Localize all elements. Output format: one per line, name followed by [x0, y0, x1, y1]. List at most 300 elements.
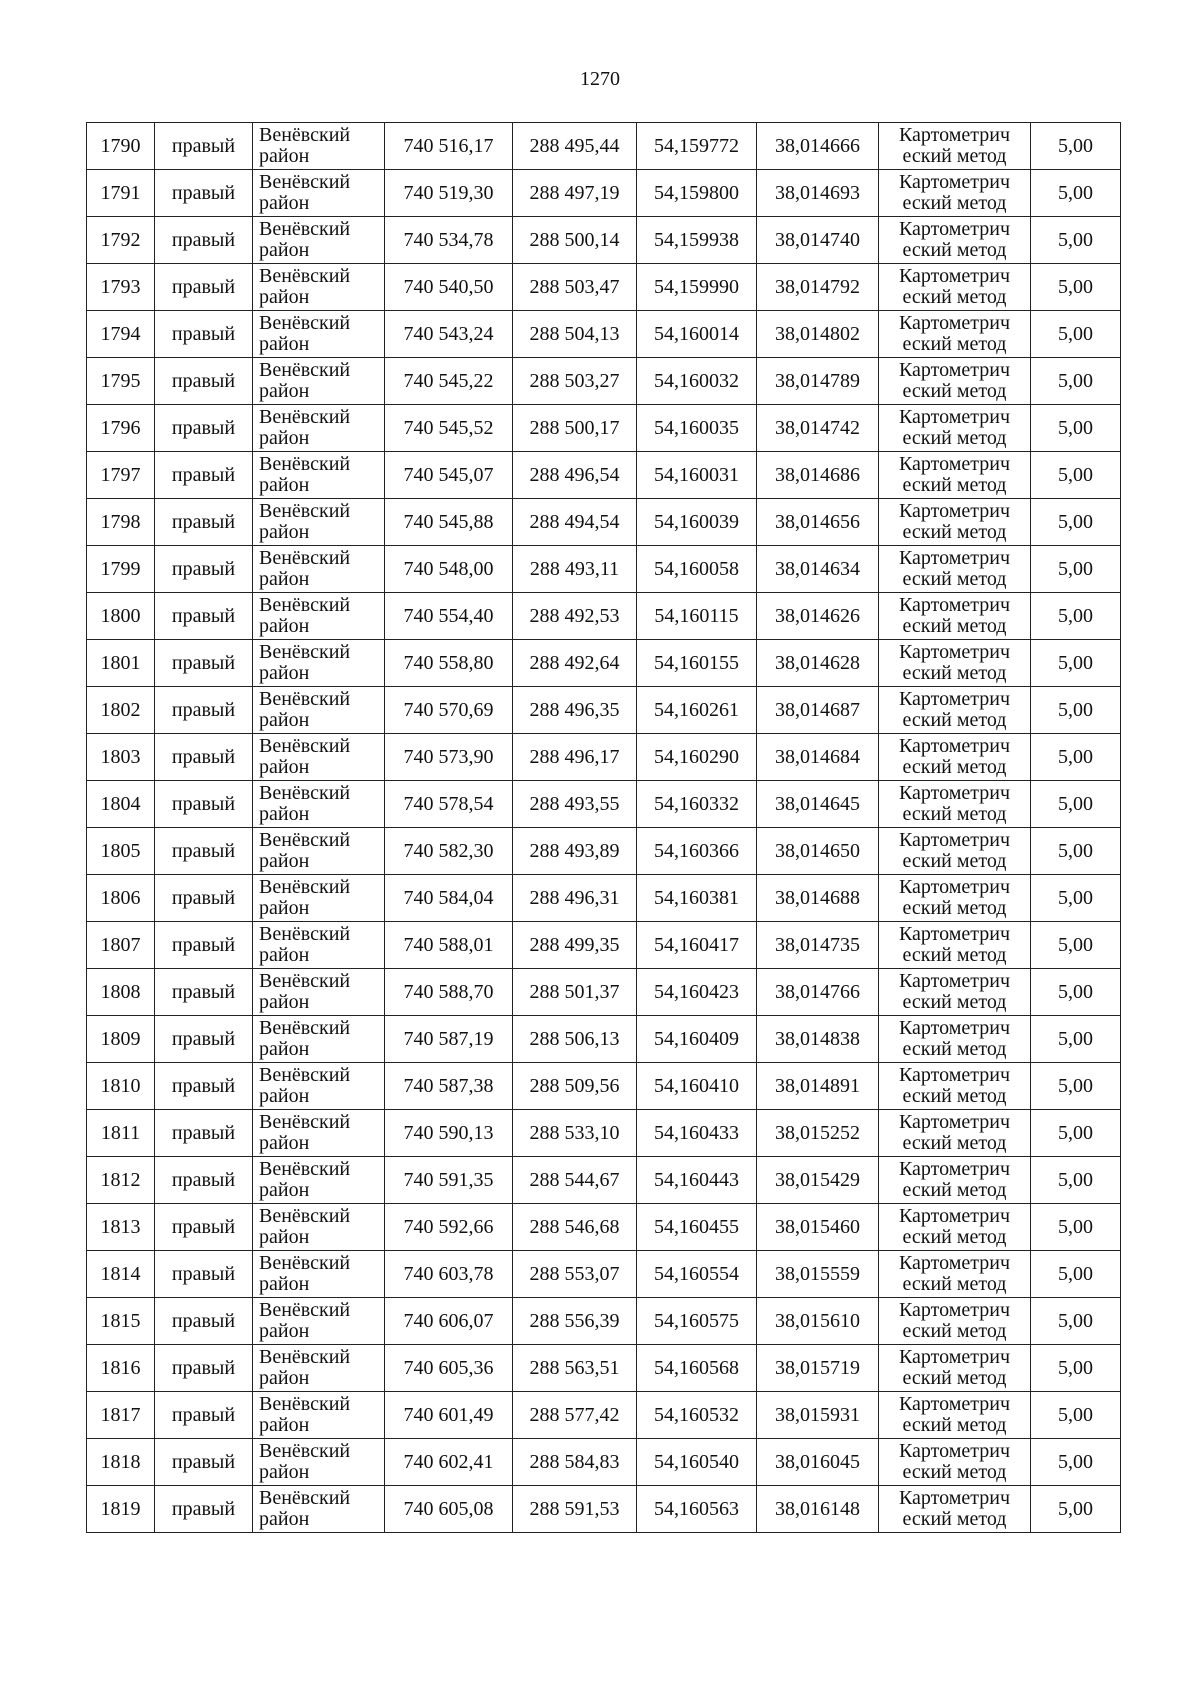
x-coordinate-cell	[385, 358, 513, 405]
method-cell-text: Картометрич еский метод	[898, 1440, 1011, 1483]
method-cell	[879, 1298, 1031, 1345]
y-coordinate-cell-text: 288 493,89	[529, 840, 620, 862]
latitude-cell-text: 54,159800	[654, 182, 739, 204]
point-number-cell-text: 1810	[100, 1075, 141, 1097]
bank-side-cell	[155, 1439, 253, 1486]
method-cell-text: Картометрич еский метод	[898, 312, 1011, 355]
bank-side-cell-text: правый	[171, 1169, 236, 1191]
method-cell-text: Картометрич еский метод	[898, 1346, 1011, 1389]
bank-side-cell	[155, 358, 253, 405]
latitude-cell-text: 54,160417	[654, 934, 739, 956]
district-cell-text: Венёвский район	[259, 359, 351, 402]
table-row	[87, 734, 1121, 781]
district-cell	[253, 922, 385, 969]
point-number-cell-text: 1814	[100, 1263, 141, 1285]
y-coordinate-cell	[513, 546, 637, 593]
latitude-cell-text: 54,160532	[654, 1404, 739, 1426]
bank-side-cell-text: правый	[171, 1216, 236, 1238]
method-cell	[879, 1439, 1031, 1486]
x-coordinate-cell	[385, 781, 513, 828]
table-row	[87, 969, 1121, 1016]
bank-side-cell	[155, 499, 253, 546]
y-coordinate-cell	[513, 828, 637, 875]
point-number-cell	[87, 1345, 155, 1392]
x-coordinate-cell-text: 740 606,07	[403, 1310, 494, 1332]
longitude-cell-text: 38,015610	[775, 1310, 860, 1332]
method-cell-text: Картометрич еский метод	[898, 1158, 1011, 1201]
point-number-cell	[87, 311, 155, 358]
district-cell-text: Венёвский район	[259, 1487, 351, 1530]
point-number-cell-text: 1806	[100, 887, 141, 909]
x-coordinate-cell	[385, 1204, 513, 1251]
y-coordinate-cell-text: 288 503,27	[529, 370, 620, 392]
x-coordinate-cell-text: 740 592,66	[403, 1216, 494, 1238]
district-cell-text: Венёвский район	[259, 876, 351, 919]
x-coordinate-cell	[385, 734, 513, 781]
method-cell	[879, 1486, 1031, 1533]
method-cell	[879, 1157, 1031, 1204]
longitude-cell	[757, 1157, 879, 1204]
district-cell	[253, 1110, 385, 1157]
accuracy-cell-text: 5,00	[1058, 605, 1093, 627]
bank-side-cell	[155, 593, 253, 640]
y-coordinate-cell-text: 288 503,47	[529, 276, 620, 298]
latitude-cell-text: 54,160443	[654, 1169, 739, 1191]
latitude-cell-text: 54,160381	[654, 887, 739, 909]
method-cell	[879, 264, 1031, 311]
point-number-cell-text: 1796	[100, 417, 141, 439]
longitude-cell-text: 38,016148	[775, 1498, 860, 1520]
latitude-cell-text: 54,160014	[654, 323, 739, 345]
district-cell	[253, 781, 385, 828]
x-coordinate-cell-text: 740 605,36	[403, 1357, 494, 1379]
point-number-cell	[87, 1016, 155, 1063]
latitude-cell-text: 54,159938	[654, 229, 739, 251]
table-row	[87, 546, 1121, 593]
point-number-cell-text: 1809	[100, 1028, 141, 1050]
latitude-cell-text: 54,160455	[654, 1216, 739, 1238]
y-coordinate-cell	[513, 1392, 637, 1439]
longitude-cell	[757, 170, 879, 217]
district-cell	[253, 640, 385, 687]
latitude-cell	[637, 452, 757, 499]
point-number-cell	[87, 452, 155, 499]
method-cell	[879, 1063, 1031, 1110]
x-coordinate-cell-text: 740 554,40	[403, 605, 494, 627]
method-cell	[879, 969, 1031, 1016]
district-cell-text: Венёвский район	[259, 500, 351, 543]
district-cell	[253, 311, 385, 358]
bank-side-cell	[155, 969, 253, 1016]
accuracy-cell-text: 5,00	[1058, 840, 1093, 862]
accuracy-cell-text: 5,00	[1058, 1169, 1093, 1191]
accuracy-cell	[1031, 687, 1121, 734]
accuracy-cell-text: 5,00	[1058, 1357, 1093, 1379]
table-row	[87, 1392, 1121, 1439]
latitude-cell	[637, 687, 757, 734]
point-number-cell	[87, 123, 155, 170]
table-row	[87, 170, 1121, 217]
longitude-cell-text: 38,014628	[775, 652, 860, 674]
y-coordinate-cell	[513, 922, 637, 969]
longitude-cell-text: 38,015931	[775, 1404, 860, 1426]
district-cell	[253, 452, 385, 499]
bank-side-cell-text: правый	[171, 887, 236, 909]
longitude-cell	[757, 499, 879, 546]
accuracy-cell	[1031, 1486, 1121, 1533]
district-cell	[253, 217, 385, 264]
y-coordinate-cell-text: 288 556,39	[529, 1310, 620, 1332]
bank-side-cell-text: правый	[171, 182, 236, 204]
bank-side-cell-text: правый	[171, 558, 236, 580]
latitude-cell-text: 54,160563	[654, 1498, 739, 1520]
bank-side-cell-text: правый	[171, 323, 236, 345]
point-number-cell-text: 1790	[100, 135, 141, 157]
longitude-cell-text: 38,014687	[775, 699, 860, 721]
point-number-cell-text: 1798	[100, 511, 141, 533]
district-cell-text: Венёвский район	[259, 1158, 351, 1201]
district-cell-text: Венёвский район	[259, 829, 351, 872]
point-number-cell	[87, 969, 155, 1016]
latitude-cell-text: 54,160575	[654, 1310, 739, 1332]
district-cell	[253, 264, 385, 311]
method-cell-text: Картометрич еский метод	[898, 547, 1011, 590]
method-cell	[879, 217, 1031, 264]
point-number-cell	[87, 546, 155, 593]
district-cell-text: Венёвский район	[259, 641, 351, 684]
x-coordinate-cell	[385, 1298, 513, 1345]
latitude-cell	[637, 1392, 757, 1439]
latitude-cell-text: 54,160554	[654, 1263, 739, 1285]
latitude-cell	[637, 640, 757, 687]
accuracy-cell	[1031, 170, 1121, 217]
x-coordinate-cell	[385, 1439, 513, 1486]
latitude-cell-text: 54,160409	[654, 1028, 739, 1050]
accuracy-cell	[1031, 1439, 1121, 1486]
y-coordinate-cell-text: 288 591,53	[529, 1498, 620, 1520]
point-number-cell-text: 1805	[100, 840, 141, 862]
accuracy-cell-text: 5,00	[1058, 417, 1093, 439]
method-cell	[879, 1392, 1031, 1439]
district-cell	[253, 593, 385, 640]
y-coordinate-cell	[513, 593, 637, 640]
accuracy-cell	[1031, 1251, 1121, 1298]
longitude-cell	[757, 1439, 879, 1486]
x-coordinate-cell	[385, 405, 513, 452]
accuracy-cell-text: 5,00	[1058, 699, 1093, 721]
x-coordinate-cell-text: 740 545,88	[403, 511, 494, 533]
bank-side-cell	[155, 452, 253, 499]
x-coordinate-cell-text: 740 570,69	[403, 699, 494, 721]
y-coordinate-cell	[513, 1298, 637, 1345]
latitude-cell-text: 54,160366	[654, 840, 739, 862]
method-cell-text: Картометрич еский метод	[898, 1252, 1011, 1295]
bank-side-cell	[155, 264, 253, 311]
longitude-cell	[757, 1345, 879, 1392]
method-cell	[879, 922, 1031, 969]
latitude-cell-text: 54,160058	[654, 558, 739, 580]
latitude-cell-text: 54,160423	[654, 981, 739, 1003]
point-number-cell	[87, 217, 155, 264]
method-cell	[879, 311, 1031, 358]
latitude-cell	[637, 922, 757, 969]
latitude-cell	[637, 123, 757, 170]
bank-side-cell	[155, 170, 253, 217]
point-number-cell	[87, 640, 155, 687]
bank-side-cell-text: правый	[171, 1357, 236, 1379]
district-cell	[253, 1063, 385, 1110]
x-coordinate-cell-text: 740 516,17	[403, 135, 494, 157]
district-cell-text: Венёвский район	[259, 124, 351, 167]
latitude-cell-text: 54,159772	[654, 135, 739, 157]
district-cell	[253, 1157, 385, 1204]
method-cell	[879, 452, 1031, 499]
bank-side-cell-text: правый	[171, 1404, 236, 1426]
bank-side-cell	[155, 875, 253, 922]
method-cell-text: Картометрич еский метод	[898, 406, 1011, 449]
accuracy-cell	[1031, 311, 1121, 358]
y-coordinate-cell	[513, 875, 637, 922]
method-cell-text: Картометрич еский метод	[898, 500, 1011, 543]
accuracy-cell	[1031, 264, 1121, 311]
x-coordinate-cell	[385, 499, 513, 546]
y-coordinate-cell-text: 288 533,10	[529, 1122, 620, 1144]
bank-side-cell-text: правый	[171, 1122, 236, 1144]
table-row	[87, 217, 1121, 264]
y-coordinate-cell	[513, 405, 637, 452]
y-coordinate-cell	[513, 734, 637, 781]
accuracy-cell	[1031, 546, 1121, 593]
bank-side-cell-text: правый	[171, 464, 236, 486]
y-coordinate-cell-text: 288 577,42	[529, 1404, 620, 1426]
latitude-cell-text: 54,160290	[654, 746, 739, 768]
accuracy-cell-text: 5,00	[1058, 1028, 1093, 1050]
district-cell	[253, 1392, 385, 1439]
latitude-cell	[637, 1204, 757, 1251]
accuracy-cell-text: 5,00	[1058, 934, 1093, 956]
latitude-cell	[637, 405, 757, 452]
y-coordinate-cell-text: 288 493,55	[529, 793, 620, 815]
bank-side-cell	[155, 1486, 253, 1533]
district-cell	[253, 499, 385, 546]
longitude-cell	[757, 1392, 879, 1439]
district-cell	[253, 123, 385, 170]
longitude-cell-text: 38,014742	[775, 417, 860, 439]
bank-side-cell	[155, 1345, 253, 1392]
longitude-cell	[757, 687, 879, 734]
x-coordinate-cell-text: 740 590,13	[403, 1122, 494, 1144]
y-coordinate-cell-text: 288 496,31	[529, 887, 620, 909]
method-cell-text: Картометрич еский метод	[898, 688, 1011, 731]
district-cell-text: Венёвский район	[259, 1111, 351, 1154]
accuracy-cell	[1031, 217, 1121, 264]
coordinates-table	[86, 122, 1121, 1533]
longitude-cell	[757, 969, 879, 1016]
district-cell-text: Венёвский район	[259, 1393, 351, 1436]
table-row	[87, 1063, 1121, 1110]
method-cell-text: Картометрич еский метод	[898, 265, 1011, 308]
longitude-cell-text: 38,014891	[775, 1075, 860, 1097]
accuracy-cell	[1031, 640, 1121, 687]
point-number-cell	[87, 1439, 155, 1486]
bank-side-cell-text: правый	[171, 605, 236, 627]
district-cell	[253, 828, 385, 875]
accuracy-cell	[1031, 123, 1121, 170]
latitude-cell	[637, 217, 757, 264]
bank-side-cell	[155, 123, 253, 170]
x-coordinate-cell	[385, 1016, 513, 1063]
bank-side-cell-text: правый	[171, 276, 236, 298]
y-coordinate-cell	[513, 781, 637, 828]
district-cell	[253, 1204, 385, 1251]
y-coordinate-cell-text: 288 496,17	[529, 746, 620, 768]
district-cell	[253, 358, 385, 405]
district-cell-text: Венёвский район	[259, 735, 351, 778]
bank-side-cell-text: правый	[171, 981, 236, 1003]
bank-side-cell	[155, 922, 253, 969]
longitude-cell-text: 38,014789	[775, 370, 860, 392]
bank-side-cell	[155, 1251, 253, 1298]
x-coordinate-cell	[385, 1486, 513, 1533]
method-cell-text: Картометрич еский метод	[898, 641, 1011, 684]
latitude-cell-text: 54,160261	[654, 699, 739, 721]
method-cell-text: Картометрич еский метод	[898, 1487, 1011, 1530]
latitude-cell	[637, 1439, 757, 1486]
latitude-cell-text: 54,160031	[654, 464, 739, 486]
x-coordinate-cell	[385, 264, 513, 311]
method-cell	[879, 1251, 1031, 1298]
x-coordinate-cell	[385, 1251, 513, 1298]
method-cell-text: Картометрич еский метод	[898, 1111, 1011, 1154]
table-row	[87, 123, 1121, 170]
y-coordinate-cell-text: 288 509,56	[529, 1075, 620, 1097]
point-number-cell-text: 1801	[100, 652, 141, 674]
y-coordinate-cell-text: 288 584,83	[529, 1451, 620, 1473]
accuracy-cell-text: 5,00	[1058, 1451, 1093, 1473]
y-coordinate-cell-text: 288 492,64	[529, 652, 620, 674]
accuracy-cell-text: 5,00	[1058, 511, 1093, 533]
point-number-cell-text: 1807	[100, 934, 141, 956]
bank-side-cell-text: правый	[171, 135, 236, 157]
x-coordinate-cell-text: 740 584,04	[403, 887, 494, 909]
longitude-cell-text: 38,014645	[775, 793, 860, 815]
bank-side-cell	[155, 217, 253, 264]
latitude-cell	[637, 546, 757, 593]
method-cell	[879, 1345, 1031, 1392]
y-coordinate-cell	[513, 170, 637, 217]
longitude-cell-text: 38,014634	[775, 558, 860, 580]
accuracy-cell-text: 5,00	[1058, 229, 1093, 251]
table-row	[87, 781, 1121, 828]
longitude-cell	[757, 123, 879, 170]
latitude-cell	[637, 1298, 757, 1345]
accuracy-cell-text: 5,00	[1058, 1122, 1093, 1144]
y-coordinate-cell	[513, 217, 637, 264]
latitude-cell	[637, 1251, 757, 1298]
x-coordinate-cell	[385, 828, 513, 875]
district-cell-text: Венёвский район	[259, 406, 351, 449]
longitude-cell-text: 38,014656	[775, 511, 860, 533]
point-number-cell-text: 1812	[100, 1169, 141, 1191]
y-coordinate-cell	[513, 264, 637, 311]
district-cell-text: Венёвский район	[259, 923, 351, 966]
longitude-cell-text: 38,015252	[775, 1122, 860, 1144]
method-cell-text: Картометрич еский метод	[898, 1205, 1011, 1248]
point-number-cell-text: 1813	[100, 1216, 141, 1238]
accuracy-cell-text: 5,00	[1058, 370, 1093, 392]
bank-side-cell	[155, 1063, 253, 1110]
x-coordinate-cell	[385, 217, 513, 264]
longitude-cell-text: 38,014626	[775, 605, 860, 627]
method-cell	[879, 734, 1031, 781]
method-cell	[879, 781, 1031, 828]
latitude-cell-text: 54,160039	[654, 511, 739, 533]
district-cell-text: Венёвский район	[259, 1346, 351, 1389]
y-coordinate-cell-text: 288 544,67	[529, 1169, 620, 1191]
table-row	[87, 640, 1121, 687]
district-cell-text: Венёвский район	[259, 265, 351, 308]
longitude-cell	[757, 1063, 879, 1110]
bank-side-cell-text: правый	[171, 417, 236, 439]
x-coordinate-cell	[385, 123, 513, 170]
x-coordinate-cell-text: 740 573,90	[403, 746, 494, 768]
y-coordinate-cell	[513, 1016, 637, 1063]
method-cell-text: Картометрич еский метод	[898, 1299, 1011, 1342]
x-coordinate-cell	[385, 640, 513, 687]
point-number-cell	[87, 687, 155, 734]
longitude-cell	[757, 875, 879, 922]
table-row	[87, 358, 1121, 405]
longitude-cell-text: 38,014688	[775, 887, 860, 909]
bank-side-cell-text: правый	[171, 652, 236, 674]
bank-side-cell	[155, 1157, 253, 1204]
point-number-cell-text: 1791	[100, 182, 141, 204]
method-cell	[879, 170, 1031, 217]
longitude-cell-text: 38,015460	[775, 1216, 860, 1238]
accuracy-cell-text: 5,00	[1058, 1404, 1093, 1426]
x-coordinate-cell-text: 740 602,41	[403, 1451, 494, 1473]
accuracy-cell-text: 5,00	[1058, 1310, 1093, 1332]
point-number-cell	[87, 1392, 155, 1439]
district-cell	[253, 1345, 385, 1392]
point-number-cell	[87, 1204, 155, 1251]
longitude-cell-text: 38,014650	[775, 840, 860, 862]
point-number-cell-text: 1815	[100, 1310, 141, 1332]
y-coordinate-cell-text: 288 496,35	[529, 699, 620, 721]
district-cell-text: Венёвский район	[259, 594, 351, 637]
latitude-cell-text: 54,160035	[654, 417, 739, 439]
method-cell-text: Картометрич еский метод	[898, 124, 1011, 167]
method-cell-text: Картометрич еский метод	[898, 453, 1011, 496]
point-number-cell	[87, 922, 155, 969]
table-row	[87, 1439, 1121, 1486]
point-number-cell-text: 1799	[100, 558, 141, 580]
longitude-cell-text: 38,015719	[775, 1357, 860, 1379]
point-number-cell-text: 1793	[100, 276, 141, 298]
method-cell-text: Картометрич еский метод	[898, 876, 1011, 919]
method-cell	[879, 123, 1031, 170]
method-cell-text: Картометрич еский метод	[898, 782, 1011, 825]
bank-side-cell-text: правый	[171, 229, 236, 251]
latitude-cell-text: 54,159990	[654, 276, 739, 298]
district-cell-text: Венёвский район	[259, 171, 351, 214]
latitude-cell	[637, 734, 757, 781]
district-cell-text: Венёвский район	[259, 688, 351, 731]
x-coordinate-cell-text: 740 558,80	[403, 652, 494, 674]
district-cell	[253, 1298, 385, 1345]
bank-side-cell-text: правый	[171, 1263, 236, 1285]
point-number-cell-text: 1816	[100, 1357, 141, 1379]
